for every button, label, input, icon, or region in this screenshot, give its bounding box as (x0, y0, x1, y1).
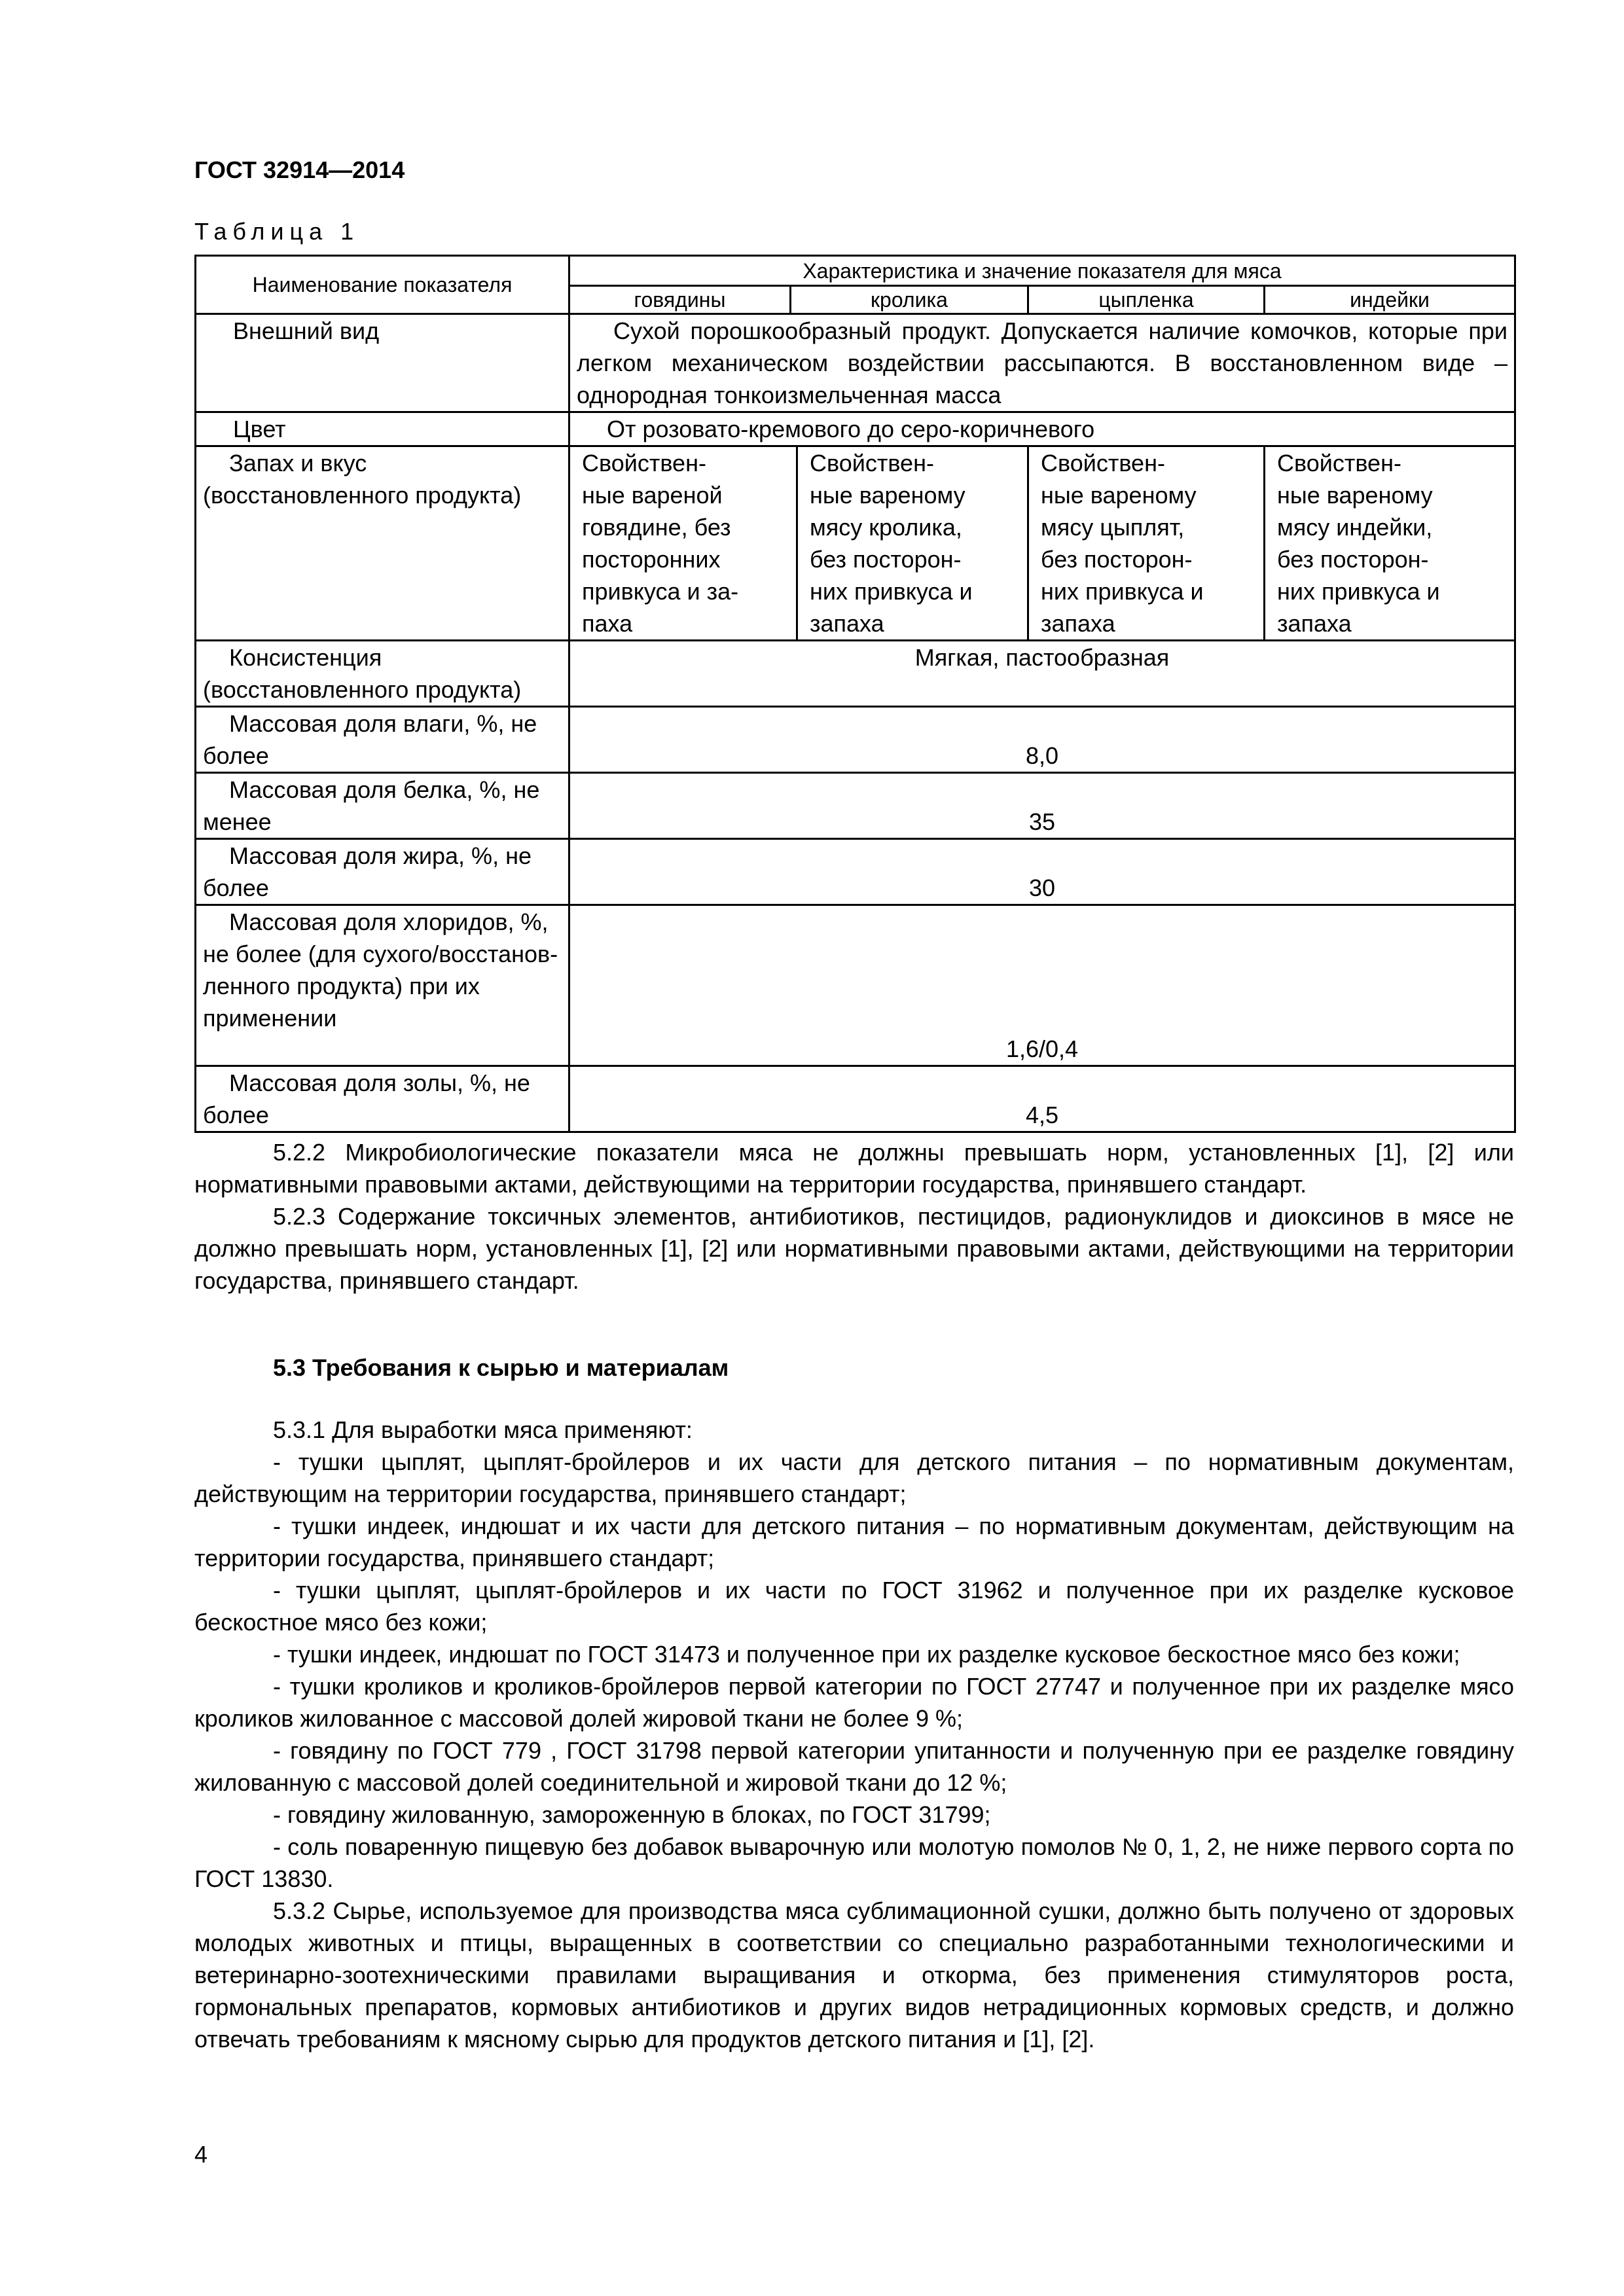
table-row-consistency (196, 641, 1515, 707)
table-row-color (196, 412, 1515, 446)
list-item: - соль поваренную пищевую без добавок выварочную или молотую помолов № 0, 1, 2, не ниже первого сорта по ГОСТ 13830. (194, 1833, 1514, 1892)
indicator-value: Мягкая, пастообразная (569, 641, 1515, 707)
list-item: - говядину жилованную, замороженную в блоках, по ГОСТ 31799; (273, 1801, 991, 1828)
list-item: - тушки цыплят, цыплят-бройлеров и их части для детского питания – по нормативным документам, действующим на территории государства, принявшего стандарт; (194, 1448, 1514, 1507)
table-row-appearance (196, 314, 1515, 412)
section-heading-5-3: 5.3 Требования к сырью и материалам (273, 1354, 729, 1381)
indicator-value: 35 (569, 773, 1515, 839)
list-item: - тушки кроликов и кроликов-бройлеров первой категории по ГОСТ 27747 и полученное при их разделке мясо кроликов жилованное с массовой долей жировой ткани не более 9 %; (194, 1673, 1514, 1732)
indicator-label: Массовая доля жира, %, не более (196, 839, 569, 905)
indicator-label: Массовая доля золы, %, не более (196, 1066, 569, 1132)
table-row-protein (196, 773, 1515, 839)
list-item: - тушки индеек, индюшат и их части для детского питания – по нормативным документам, действующим на территории государства, принявшего стандарт; (194, 1513, 1514, 1571)
indicator-label: Запах и вкус (восстановленного продукта) (196, 446, 569, 641)
indicator-column-header: Наименование показателя (196, 256, 569, 314)
table-caption: Таблица 1 (194, 218, 360, 245)
indicator-value: 8,0 (569, 707, 1515, 773)
meat-type-header: индейки (1265, 286, 1515, 314)
indicator-label: Внешний вид (196, 314, 569, 412)
paragraph-5-2-3: 5.2.3 Содержание токсичных элементов, антибиотиков, пестицидов, радионуклидов и диоксинов в мясе не должно превышать норм, установленных [1], [2] или нормативными правовыми актами, действующими на территории государства, принявшего стандарт. (194, 1203, 1514, 1294)
indicator-value-chicken: Свойствен- ные вареному мясу цыплят, без посторон- них привкуса и запаха (1028, 446, 1265, 641)
page-number: 4 (194, 2141, 208, 2168)
indicator-value: 30 (569, 839, 1515, 905)
indicator-value: 4,5 (569, 1066, 1515, 1132)
indicator-value: От розовато-кремового до серо-коричневого (569, 412, 1515, 446)
list-item: - говядину по ГОСТ 779 , ГОСТ 31798 первой категории упитанности и полученную при ее разделке говядину жилованную с массовой долей соединительной и жировой ткани до 12 %; (194, 1737, 1514, 1796)
table-row-fat (196, 839, 1515, 905)
indicator-value: Сухой порошкообразный продукт. Допускается наличие комочков, которые при легком механическом воздействии рассыпаются. В восстановленном виде – однородная тонкоизмельченная масса (569, 314, 1515, 412)
table-row-smell-taste (196, 446, 1515, 641)
section-5-3-text (194, 1414, 1514, 2055)
meat-type-header: цыпленка (1028, 286, 1265, 314)
indicator-label: Массовая доля влаги, %, не более (196, 707, 569, 773)
meat-type-header: кролика (791, 286, 1028, 314)
indicator-value-rabbit: Свойствен- ные вареному мясу кролика, без посторон- них привкуса и запаха (797, 446, 1028, 641)
table-row-chlorides (196, 905, 1515, 1066)
indicator-label: Массовая доля белка, %, не менее (196, 773, 569, 839)
table-header-row (196, 256, 1515, 286)
list-item: - тушки цыплят, цыплят-бройлеров и их части по ГОСТ 31962 и полученное при их разделке кусковое бескостное мясо без кожи; (194, 1577, 1514, 1636)
document-code: ГОСТ 32914—2014 (194, 156, 405, 183)
requirements-table (194, 255, 1516, 1133)
indicator-value-turkey: Свойствен- ные вареному мясу индейки, без посторон- них привкуса и запаха (1265, 446, 1515, 641)
table-row-moisture (196, 707, 1515, 773)
indicator-label: Консистенция (восстановленного продукта) (196, 641, 569, 707)
list-item: - тушки индеек, индюшат по ГОСТ 31473 и полученное при их разделке кусковое бескостное мясо без кожи; (273, 1641, 1460, 1668)
paragraph-5-3-1: 5.3.1 Для выработки мяса применяют: (273, 1416, 693, 1443)
indicator-label: Цвет (196, 412, 569, 446)
table-row-ash (196, 1066, 1515, 1132)
characteristic-column-header: Характеристика и значение показателя для мяса (569, 256, 1515, 286)
indicator-value-beef: Свойствен- ные вареной говядине, без посторонних привкуса и за- паха (569, 446, 797, 641)
section-5-2-text (194, 1136, 1514, 1297)
paragraph-5-2-2: 5.2.2 Микробиологические показатели мяса не должны превышать норм, установленных [1], [2] или нормативными правовыми актами, действующими на территории государства, принявшего стандарт. (194, 1139, 1514, 1198)
meat-type-header: говядины (569, 286, 791, 314)
paragraph-5-3-2: 5.3.2 Сырье, используемое для производства мяса сублимационной сушки, должно быть получено от здоровых молодых животных и птицы, выращенных в соответствии со специально разработанными технологическими и ветеринарно-зоотехническими правилами выращивания и откорма, без применения стимуляторов роста, гормональных препаратов, кормовых антибиотиков и других видов нетрадиционных кормовых средств, и должно отвечать требованиям к мясному сырью для продуктов детского питания и [1], [2]. (194, 1897, 1514, 2053)
indicator-value: 1,6/0,4 (569, 905, 1515, 1066)
indicator-label: Массовая доля хлоридов, %, не более (для сухого/восстанов-ленного продукта) при их применении (196, 905, 569, 1066)
